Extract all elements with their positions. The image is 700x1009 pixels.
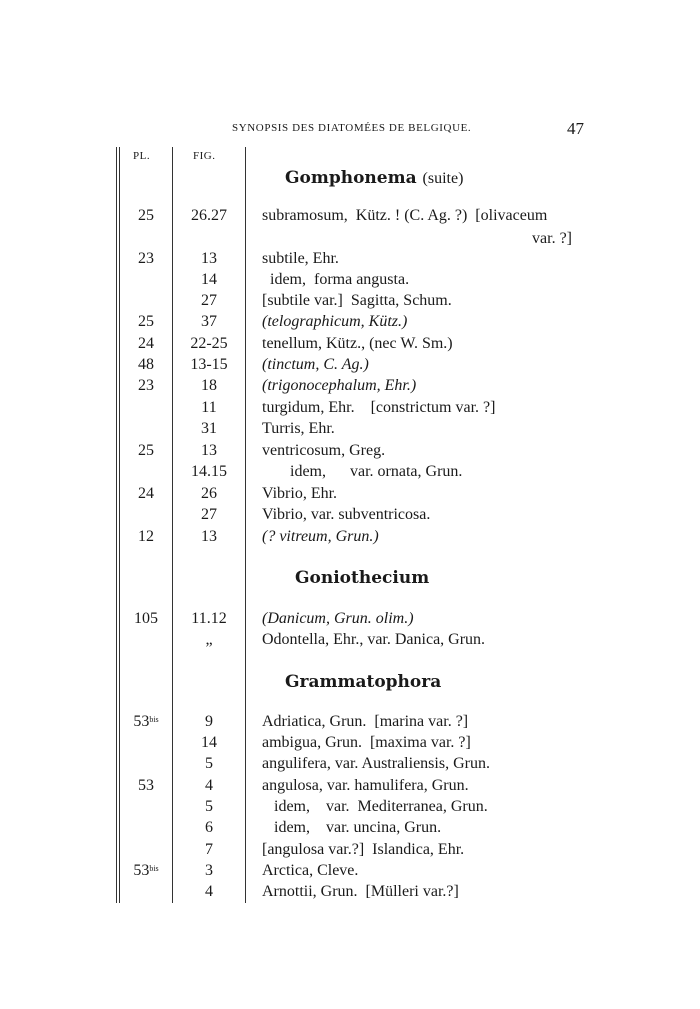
figure-number: 5: [205, 755, 213, 772]
table-row: [0, 333, 700, 355]
figure-number: 13: [201, 250, 217, 267]
figure-number: 4: [205, 777, 213, 794]
table-row: [0, 397, 700, 419]
column-header-pl: PL.: [133, 150, 151, 162]
figure-number: „: [205, 631, 213, 648]
species-entry: Vibrio, var. subventricosa.: [262, 506, 431, 523]
species-entry: Adriatica, Grun. [marina var. ?]: [262, 713, 469, 730]
species-entry: [angulosa var.?] Islandica, Ehr.: [262, 841, 465, 858]
table-row: [0, 418, 700, 440]
figure-number: 27: [201, 292, 217, 309]
plate-number: 48: [138, 356, 154, 373]
table-row: [0, 311, 700, 333]
figure-number: 37: [201, 313, 217, 330]
plate-superscript: bis: [149, 864, 159, 873]
plate-number: 12: [138, 528, 154, 545]
column-header-fig: FIG.: [193, 150, 216, 162]
species-entry: angulifera, var. Australiensis, Grun.: [262, 755, 490, 772]
figure-number: 14: [201, 271, 217, 288]
species-entry: (telographicum, Kütz.): [262, 313, 408, 330]
genus-heading: Goniothecium: [295, 568, 430, 588]
figure-number: 27: [201, 506, 217, 523]
table-row: [0, 732, 700, 754]
table-row: [0, 608, 700, 630]
species-entry: subramosum, Kütz. ! (C. Ag. ?) [olivaceum: [262, 207, 548, 224]
plate-number: 24: [138, 485, 154, 502]
figure-number: 11: [201, 399, 217, 416]
plate-number: 23: [138, 250, 154, 267]
figure-number: 4: [205, 883, 213, 900]
genus-name: Gomphonema: [285, 168, 417, 188]
figure-number: 3: [205, 862, 213, 879]
table-row: [0, 483, 700, 505]
table-row: [0, 440, 700, 462]
table-row: [0, 711, 700, 733]
figure-number: 14.15: [191, 463, 227, 480]
table-row: [0, 629, 700, 651]
species-entry: ventricosum, Greg.: [262, 442, 386, 459]
table-row: [0, 860, 700, 882]
figure-number: 6: [205, 819, 213, 836]
genus-heading: Grammatophora: [285, 672, 442, 692]
species-entry: (? vitreum, Grun.): [262, 528, 379, 545]
table-row: [0, 354, 700, 376]
species-entry: ambigua, Grun. [maxima var. ?]: [262, 734, 471, 751]
plate-number: 53: [138, 777, 154, 794]
table-row: [0, 526, 700, 548]
species-entry: idem, var. Mediterranea, Grun.: [262, 798, 488, 815]
table-row: [0, 228, 700, 250]
figure-number: 11.12: [191, 610, 227, 627]
table-row: [0, 290, 700, 312]
plate-number: 25: [138, 313, 154, 330]
table-row: [0, 269, 700, 291]
figure-number: 7: [205, 841, 213, 858]
plate-number: 25: [138, 207, 154, 224]
species-entry: subtile, Ehr.: [262, 250, 339, 267]
table-row: [0, 504, 700, 526]
page-number: 47: [567, 119, 584, 138]
genus-heading: [285, 168, 463, 188]
species-entry: [subtile var.] Sagitta, Schum.: [262, 292, 452, 309]
table-row: [0, 796, 700, 818]
table-row: [0, 817, 700, 839]
table-row: [0, 375, 700, 397]
species-entry: idem, var. uncina, Grun.: [262, 819, 442, 836]
species-entry: (trigonocephalum, Ehr.): [262, 377, 417, 394]
species-entry: (tinctum, C. Ag.): [262, 356, 369, 373]
running-head: SYNOPSIS DES DIATOMÉES DE BELGIQUE.: [232, 122, 472, 134]
species-entry: Turris, Ehr.: [262, 420, 335, 437]
table-row: [0, 881, 700, 903]
table-row: [0, 248, 700, 270]
plate-superscript: bis: [149, 715, 159, 724]
figure-number: 26.27: [191, 207, 227, 224]
species-entry: angulosa, var. hamulifera, Grun.: [262, 777, 469, 794]
species-entry: var. ?]: [532, 230, 572, 247]
table-row: [0, 205, 700, 227]
figure-number: 9: [205, 713, 213, 730]
figure-number: 14: [201, 734, 217, 751]
table-row: [0, 775, 700, 797]
plate-number: $53^{bis}$: [133, 862, 159, 879]
figure-number: 13: [201, 442, 217, 459]
figure-number: 22-25: [190, 335, 228, 352]
figure-number: 18: [201, 377, 217, 394]
table-row: [0, 753, 700, 775]
genus-note: (suite): [422, 170, 464, 187]
species-entry: Arctica, Cleve.: [262, 862, 359, 879]
species-entry: turgidum, Ehr. [constrictum var. ?]: [262, 399, 496, 416]
figure-number: 26: [201, 485, 217, 502]
plate-number: $53^{bis}$: [133, 713, 159, 730]
plate-number: 23: [138, 377, 154, 394]
figure-number: 31: [201, 420, 217, 437]
figure-number: 13-15: [190, 356, 228, 373]
species-entry: idem, var. ornata, Grun.: [262, 463, 463, 480]
species-entry: Vibrio, Ehr.: [262, 485, 338, 502]
species-entry: Odontella, Ehr., var. Danica, Grun.: [262, 631, 486, 648]
plate-number: 24: [138, 335, 154, 352]
species-entry: tenellum, Kütz., (nec W. Sm.): [262, 335, 453, 352]
plate-number: 25: [138, 442, 154, 459]
figure-number: 5: [205, 798, 213, 815]
species-entry: (Danicum, Grun. olim.): [262, 610, 414, 627]
figure-number: 13: [201, 528, 217, 545]
table-row: [0, 839, 700, 861]
species-entry: idem, forma angusta.: [262, 271, 410, 288]
table-row: [0, 461, 700, 483]
species-entry: Arnottii, Grun. [Mülleri var.?]: [262, 883, 459, 900]
plate-number: 105: [134, 610, 158, 627]
